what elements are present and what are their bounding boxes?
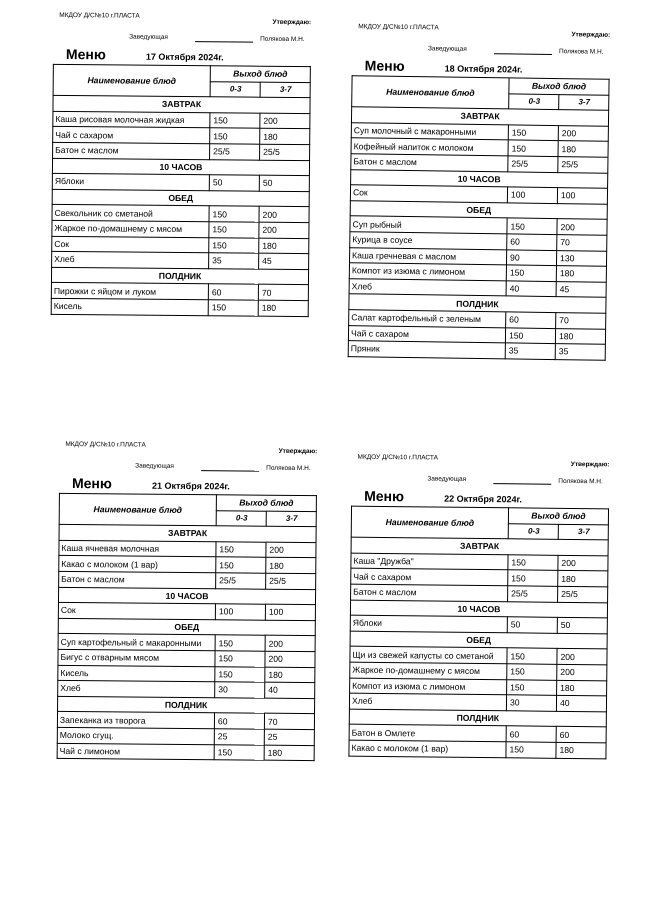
section-title: ОБЕД xyxy=(58,618,315,636)
section-title: ПОЛДНИК xyxy=(349,294,606,313)
yield-3-7: 180 xyxy=(558,141,608,157)
yield-0-3: 150 xyxy=(508,125,558,141)
section-title: ОБЕД xyxy=(52,189,309,207)
yield-3-7: 25/5 xyxy=(558,157,608,173)
yield-0-3: 25/5 xyxy=(508,156,558,172)
dish-name: Какао с молоком (1 вар) xyxy=(59,556,216,573)
section-title: 10 ЧАСОВ xyxy=(351,169,608,188)
col-age-3-7-header: 3-7 xyxy=(266,511,316,527)
dish-name: Яблоки xyxy=(350,615,507,632)
approve-label: Утверждаю: xyxy=(570,460,610,469)
yield-0-3: 150 xyxy=(210,128,260,144)
dish-name: Сок xyxy=(52,236,209,253)
menu-table-body xyxy=(348,76,609,360)
section-title: 10 ЧАСОВ xyxy=(58,587,315,605)
org-name: МКДОУ Д/С№10 г.ПЛАСТА xyxy=(59,11,140,20)
dish-name: Компот из изюма с лимоном xyxy=(350,678,507,695)
menu-title: Меню xyxy=(71,474,112,492)
yield-3-7: 200 xyxy=(557,649,607,665)
yield-0-3: 150 xyxy=(507,664,557,680)
yield-3-7: 50 xyxy=(259,175,309,191)
yield-0-3: 35 xyxy=(209,253,259,269)
col-age-0-3-header: 0-3 xyxy=(509,94,559,110)
yield-0-3: 90 xyxy=(506,249,556,265)
yield-3-7: 180 xyxy=(259,238,309,254)
yield-0-3: 150 xyxy=(216,557,266,573)
yield-0-3: 30 xyxy=(215,682,265,698)
yield-3-7: 180 xyxy=(265,667,315,683)
menu-table-body xyxy=(349,506,609,758)
yield-3-7: 180 xyxy=(557,680,607,696)
yield-3-7: 180 xyxy=(264,745,314,761)
dish-name: Пряник xyxy=(348,341,505,359)
dish-name: Сок xyxy=(350,185,507,203)
yield-3-7: 200 xyxy=(259,207,309,223)
yield-3-7: 25/5 xyxy=(260,144,310,160)
head-label: Заведующая xyxy=(427,475,467,483)
yield-3-7: 100 xyxy=(557,188,607,204)
dish-name: Батон с маслом xyxy=(351,154,508,172)
dish-name: Хлеб xyxy=(349,693,506,710)
yield-0-3: 25/5 xyxy=(216,573,266,589)
approve-label: Утверждаю: xyxy=(272,18,312,27)
yield-3-7: 200 xyxy=(265,651,315,667)
menu-card-oct22 xyxy=(348,454,609,759)
yield-0-3: 150 xyxy=(507,648,557,664)
dish-name: Хлеб xyxy=(349,278,506,296)
table-row xyxy=(348,341,605,360)
section-title: ЗАВТРАК xyxy=(59,525,316,543)
dish-name: Жаркое по-домашнему с мясом xyxy=(52,220,209,237)
yield-3-7: 70 xyxy=(264,713,314,729)
dish-name: Суп молочный с макаронными xyxy=(351,122,508,140)
section-title: 10 ЧАСОВ xyxy=(350,600,607,618)
section-title: ПОЛДНИК xyxy=(349,709,606,727)
menu-card-oct18 xyxy=(348,23,611,360)
table-row xyxy=(51,298,308,316)
signature-line xyxy=(493,483,551,485)
dish-name: Курица в соусе xyxy=(350,232,507,250)
dish-name: Батон с маслом xyxy=(59,571,216,588)
yield-3-7: 70 xyxy=(557,235,607,251)
signature-line xyxy=(494,53,552,55)
yield-0-3: 150 xyxy=(506,742,556,758)
table-header-row xyxy=(351,506,608,524)
head-name: Полякова М.Н. xyxy=(558,477,603,486)
yield-0-3: 150 xyxy=(210,113,260,129)
dish-name: Свекольник со сметаной xyxy=(52,205,209,222)
yield-3-7: 200 xyxy=(266,542,316,558)
signature-line xyxy=(195,41,253,43)
yield-0-3: 40 xyxy=(506,281,556,297)
yield-0-3: 150 xyxy=(505,327,555,343)
yield-3-7: 200 xyxy=(558,555,608,571)
yield-0-3: 150 xyxy=(508,140,558,156)
head-name: Полякова М.Н. xyxy=(558,48,604,56)
org-name: МКДОУ Д/С№10 г.ПЛАСТА xyxy=(358,23,439,32)
yield-3-7: 180 xyxy=(258,300,308,316)
yield-3-7: 200 xyxy=(557,664,607,680)
yield-0-3: 150 xyxy=(507,218,557,234)
yield-0-3: 60 xyxy=(506,726,556,742)
dish-name: Чай с сахаром xyxy=(351,569,508,586)
menu-card-oct21 xyxy=(57,441,318,761)
menu-table xyxy=(348,75,610,360)
col-age-0-3-header: 0-3 xyxy=(508,523,558,539)
yield-3-7: 180 xyxy=(266,558,316,574)
table-header-row xyxy=(352,76,609,95)
yield-0-3: 100 xyxy=(507,187,557,203)
yield-3-7: 40 xyxy=(265,682,315,698)
menu-date: 18 Октября 2024г. xyxy=(444,63,523,75)
yield-3-7: 40 xyxy=(556,695,606,711)
col-name-header: Наименование блюд xyxy=(53,64,210,97)
yield-0-3: 35 xyxy=(505,343,555,359)
menu-header xyxy=(351,454,610,509)
org-name: МКДОУ Д/С№10 г.ПЛАСТА xyxy=(357,453,439,462)
col-yield-header: Выход блюд xyxy=(508,508,608,525)
col-name-header: Наименование блюд xyxy=(59,493,216,526)
dish-name: Кисель xyxy=(51,298,208,315)
table-header-row xyxy=(53,64,310,82)
yield-0-3: 150 xyxy=(508,555,558,571)
section-title: 10 ЧАСОВ xyxy=(52,158,309,176)
yield-3-7: 70 xyxy=(556,312,606,328)
yield-0-3: 60 xyxy=(506,312,556,328)
yield-0-3: 150 xyxy=(216,542,266,558)
org-name: МКДОУ Д/С№10 г.ПЛАСТА xyxy=(65,440,146,449)
dish-name: Молоко сгущ. xyxy=(57,727,214,744)
head-name: Полякова М.Н. xyxy=(266,464,311,473)
dish-name: Суп картофельный с макаронными xyxy=(58,634,215,651)
section-title: ПОЛДНИК xyxy=(51,267,308,285)
dish-name: Каша "Дружба" xyxy=(351,553,508,570)
yield-3-7: 180 xyxy=(556,266,606,282)
col-name-header: Наименование блюд xyxy=(351,506,508,539)
yield-0-3: 50 xyxy=(209,175,259,191)
dish-name: Хлеб xyxy=(58,681,215,698)
menu-date: 21 Октября 2024г. xyxy=(151,480,230,492)
head-label: Заведующая xyxy=(129,33,168,41)
yield-3-7: 100 xyxy=(265,604,315,620)
yield-0-3: 50 xyxy=(507,617,557,633)
yield-3-7: 200 xyxy=(557,219,607,235)
section-title: ЗАВТРАК xyxy=(53,96,310,114)
col-yield-header: Выход блюд xyxy=(210,66,310,82)
yield-3-7: 45 xyxy=(556,281,606,297)
dish-name: Чай с сахаром xyxy=(348,325,505,343)
section-title: ОБЕД xyxy=(350,200,607,219)
menu-card-oct17 xyxy=(51,12,312,317)
section-title: ЗАВТРАК xyxy=(351,537,608,555)
dish-name: Каша гречневая с маслом xyxy=(349,247,506,265)
menu-header xyxy=(59,441,317,495)
dish-name: Пирожки с яйцом и луком xyxy=(51,283,208,300)
col-name-header: Наименование блюд xyxy=(352,76,509,109)
yield-0-3: 25/5 xyxy=(508,586,558,602)
yield-3-7: 180 xyxy=(558,571,608,587)
table-row xyxy=(57,743,314,761)
yield-0-3: 60 xyxy=(214,713,264,729)
yield-0-3: 150 xyxy=(209,206,259,222)
head-name: Полякова М.Н. xyxy=(260,35,305,44)
yield-3-7: 200 xyxy=(260,113,310,129)
dish-name: Чай с сахаром xyxy=(53,127,210,144)
yield-0-3: 150 xyxy=(208,300,258,316)
yield-3-7: 130 xyxy=(556,250,606,266)
yield-0-3: 60 xyxy=(208,284,258,300)
menu-title: Меню xyxy=(364,57,405,74)
yield-0-3: 150 xyxy=(214,744,264,760)
dish-name: Кисель xyxy=(58,665,215,682)
yield-0-3: 150 xyxy=(209,237,259,253)
menu-table xyxy=(348,506,609,759)
section-title: ЗАВТРАК xyxy=(351,107,608,126)
menu-date: 22 Октября 2024г. xyxy=(444,493,522,505)
menu-title: Меню xyxy=(65,45,106,63)
yield-0-3: 150 xyxy=(507,679,557,695)
yield-0-3: 30 xyxy=(506,695,556,711)
yield-3-7: 35 xyxy=(555,344,605,360)
yield-0-3: 100 xyxy=(215,604,265,620)
yield-3-7: 25 xyxy=(264,729,314,745)
col-age-3-7-header: 3-7 xyxy=(558,524,608,540)
yield-3-7: 25/5 xyxy=(558,586,608,602)
dish-name: Компот из изюма с лимоном xyxy=(349,263,506,281)
dish-name: Бигус с отварным мясом xyxy=(58,649,215,666)
yield-0-3: 150 xyxy=(209,222,259,238)
section-title: ОБЕД xyxy=(350,631,607,649)
yield-3-7: 200 xyxy=(265,636,315,652)
yield-3-7: 200 xyxy=(558,125,608,141)
yield-3-7: 180 xyxy=(556,742,606,758)
yield-3-7: 180 xyxy=(555,328,605,344)
dish-name: Каша рисовая молочная жидкая xyxy=(53,111,210,128)
menu-table-body xyxy=(51,64,310,316)
yield-3-7: 200 xyxy=(259,222,309,238)
head-label: Заведующая xyxy=(427,45,467,53)
dish-name: Батон в Омлете xyxy=(349,724,506,741)
col-yield-header: Выход блюд xyxy=(509,78,609,95)
menu-header xyxy=(352,23,611,79)
yield-0-3: 150 xyxy=(506,265,556,281)
dish-name: Запеканка из творога xyxy=(57,712,214,729)
dish-name: Батон с маслом xyxy=(53,142,210,159)
approve-label: Утверждаю: xyxy=(571,31,611,39)
menu-table xyxy=(51,64,311,317)
menu-date: 17 Октября 2024г. xyxy=(145,51,224,63)
yield-3-7: 45 xyxy=(259,253,309,269)
table-row xyxy=(349,740,606,758)
menu-title: Меню xyxy=(364,487,405,505)
dish-name: Какао с молоком (1 вар) xyxy=(349,740,506,757)
yield-3-7: 70 xyxy=(258,284,308,300)
section-title: ПОЛДНИК xyxy=(58,696,315,714)
col-age-3-7-header: 3-7 xyxy=(260,82,310,98)
dish-name: Жаркое по-домашнему с мясом xyxy=(350,662,507,679)
col-age-0-3-header: 0-3 xyxy=(216,510,266,526)
dish-name: Батон с маслом xyxy=(351,584,508,601)
yield-0-3: 150 xyxy=(508,570,558,586)
dish-name: Чай с лимоном xyxy=(57,743,214,760)
yield-3-7: 60 xyxy=(556,727,606,743)
menu-table-body xyxy=(57,493,316,760)
dish-name: Суп рыбный xyxy=(350,216,507,234)
dish-name: Сок xyxy=(58,603,215,620)
yield-0-3: 150 xyxy=(215,666,265,682)
signature-line xyxy=(201,470,259,472)
dish-name: Хлеб xyxy=(52,252,209,269)
dish-name: Яблоки xyxy=(52,174,209,191)
dish-name: Щи из свежей капусты со сметаной xyxy=(350,646,507,663)
col-age-3-7-header: 3-7 xyxy=(559,94,609,110)
menu-table xyxy=(57,493,317,761)
yield-0-3: 25/5 xyxy=(210,144,260,160)
approve-label: Утверждаю: xyxy=(278,447,318,456)
yield-3-7: 25/5 xyxy=(266,573,316,589)
table-header-row xyxy=(59,493,316,511)
menu-header xyxy=(53,12,311,66)
yield-0-3: 60 xyxy=(507,234,557,250)
dish-name: Салат картофельный с зеленым xyxy=(349,310,506,328)
yield-0-3: 150 xyxy=(215,651,265,667)
dish-name: Кофейный напиток с молоком xyxy=(351,138,508,156)
dish-name: Каша ячневая молочная xyxy=(59,540,216,557)
col-yield-header: Выход блюд xyxy=(216,495,316,511)
yield-3-7: 180 xyxy=(260,129,310,145)
col-age-0-3-header: 0-3 xyxy=(210,81,260,97)
head-label: Заведующая xyxy=(135,462,175,470)
yield-0-3: 25 xyxy=(214,729,264,745)
yield-0-3: 150 xyxy=(215,635,265,651)
yield-3-7: 50 xyxy=(557,617,607,633)
